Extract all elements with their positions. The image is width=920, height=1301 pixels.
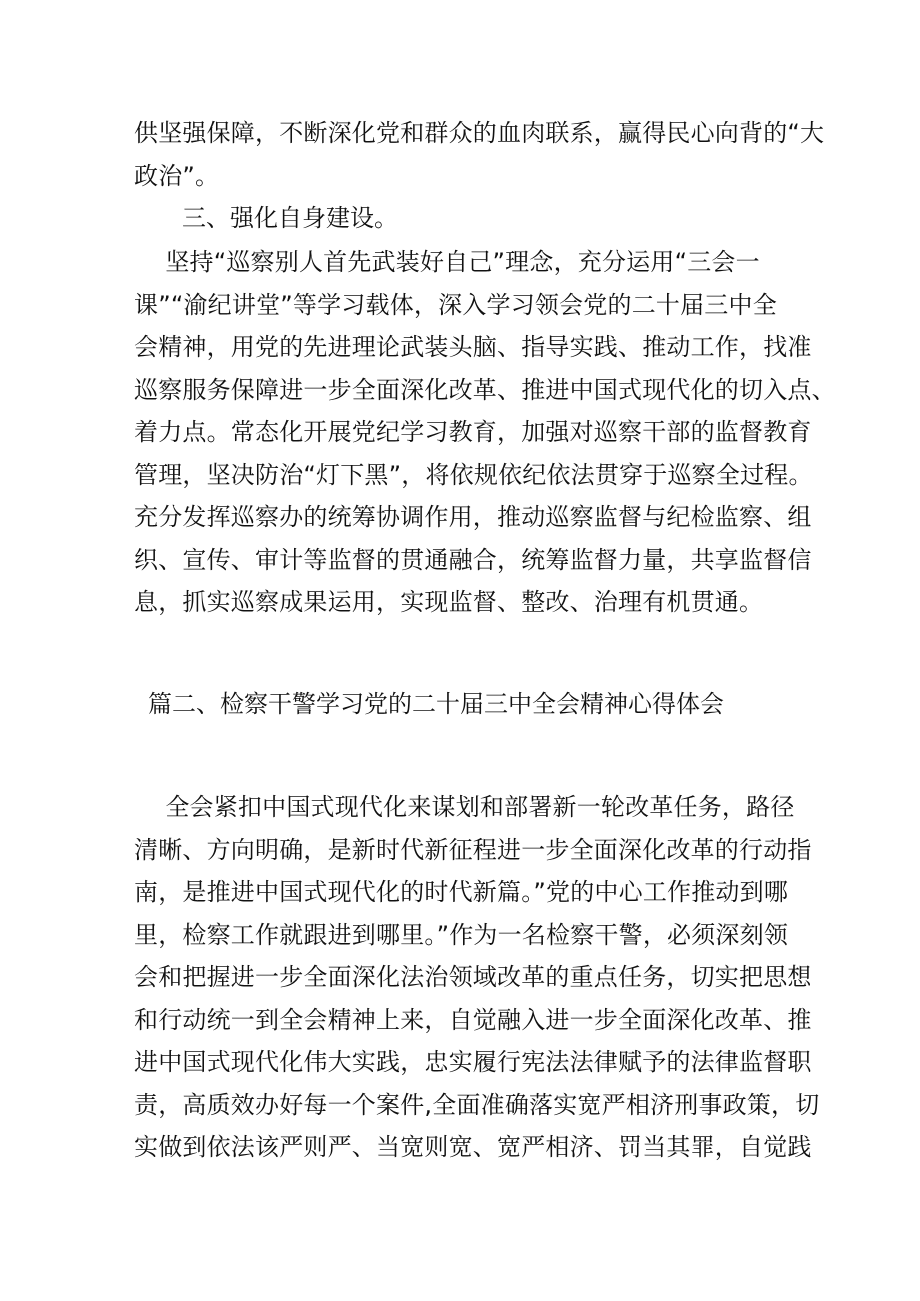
paragraph-line: 织、宣传、审计等监督的贯通融合，统筹监督力量，共享监督信 (134, 545, 812, 574)
paragraph-line: 政治”。 (134, 161, 220, 190)
paragraph-line: 会精神，用党的先进理论武装头脑、指导实践、推动工作，找准 (134, 333, 812, 361)
paragraph-line: 息，抓实巡察成果运用，实现监督、整改、治理有机贯通。 (134, 588, 764, 616)
paragraph-procuratorate (134, 786, 820, 1169)
paragraph-line: 清晰、方向明确，是新时代新征程进一步全面深化改革的行动指 (134, 835, 812, 864)
paragraph-line: 和行动统一到全会精神上来，自觉融入进一步全面深化改革、推 (134, 1005, 812, 1034)
paragraph-self-building (134, 241, 836, 624)
paragraph-line: 南，是推进中国式现代化的时代新篇。”党的中心工作推动到哪 (134, 878, 789, 906)
paragraph-line: 管理，坚决防治“灯下黑”，将依规依纪依法贯穿于巡察全过程。 (134, 460, 813, 489)
paragraph-continuation (134, 112, 825, 197)
paragraph-line: 巡察服务保障进一步全面深化改革、推进中国式现代化的切入点、 (134, 375, 836, 404)
paragraph-line: 课”“渝纪讲堂”等学习载体，深入学习领会党的二十届三中全 (134, 290, 777, 319)
paragraph-line: 里，检察工作就跟进到哪里。”作为一名检察干警，必须深刻领 (134, 920, 789, 949)
paragraph-line: 责，高质效办好每一个案件,全面准确落实宽严相济刑事政策，切 (134, 1090, 820, 1119)
paragraph-line: 全会紧扣中国式现代化来谋划和部署新一轮改革任务，路径 (134, 793, 795, 821)
paragraph-line: 着力点。常态化开展党纪学习教育，加强对巡察干部的监督教育 (134, 418, 812, 446)
section-heading: 三、强化自身建设。 (182, 204, 398, 232)
paragraph-line: 供坚强保障，不断深化党和群众的血肉联系，赢得民心向背的“大 (134, 119, 825, 147)
paragraph-line: 进中国式现代化伟大实践，忠实履行宪法法律赋予的法律监督职 (134, 1048, 812, 1076)
paragraph-line: 充分发挥巡察办的统筹协调作用，推动巡察监督与纪检监察、组 (134, 503, 812, 531)
part-heading: 篇二、检察干警学习党的二十届三中全会精神心得体会 (148, 690, 724, 718)
paragraph-line: 坚持“巡察别人首先武装好自己”理念，充分运用“三会一 (134, 248, 760, 276)
paragraph-line: 实做到依法该严则严、当宽则宽、宽严相济、罚当其罪，自觉践 (134, 1133, 812, 1161)
paragraph-line: 会和把握进一步全面深化法治领域改革的重点任务，切实把思想 (134, 963, 812, 991)
